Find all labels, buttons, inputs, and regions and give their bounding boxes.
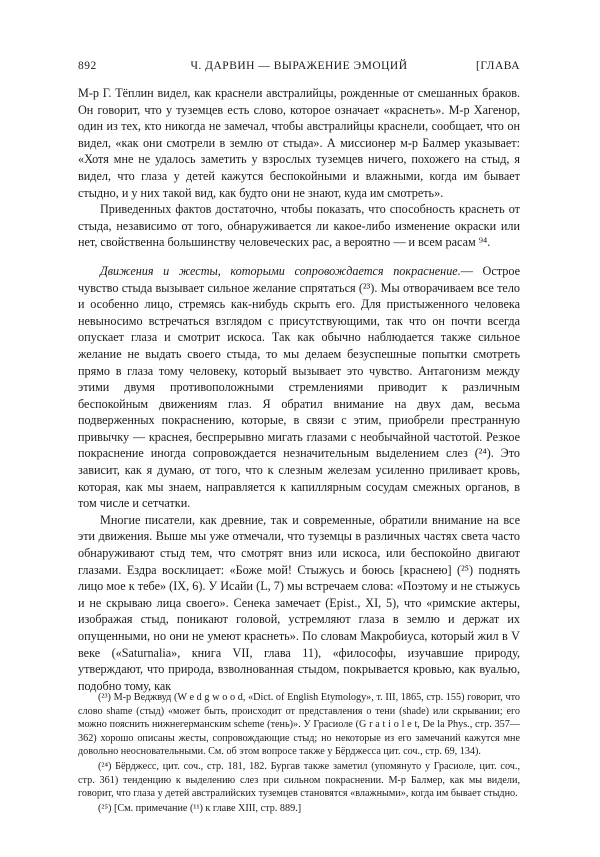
footnotes: [78, 691, 520, 816]
paragraph-4: Многие писатели, как древние, так и современные, обратили внимание на все эти движения. Выше мы уже отмечали, что туземцы в различных частях света часто обнаруживают стыд тем, что смотрят вниз или искоса, или беспокойно двигают глазами. Ездра восклицает: «Боже мой! Стыжусь и боюсь [краснею] (²⁵) поднять лицо мое к тебе» (IX, 6). У Исайи (L, 7) мы встречаем слова: «Поэтому и не стыжусь и не скрываю лица своего». Сенека замечает (Epist., XI, 5), что «римские актеры, изображая стыд, поникают головой, устремляют глаза в землю и держат их опущенными, но они не умеют краснеть». По словам Макробиуса, который жил в V веке («Saturnalia», книга VII, глава 11), «философы, изучавшие природу, утверждают, что природа, взволнованная стыдом, покрывается кровью, как вуалью, подобно тому, как: [78, 512, 520, 693]
paragraph-gap: [78, 251, 520, 263]
paragraph-1: [78, 85, 520, 201]
running-title: Ч. ДАРВИН — ВЫРАЖЕНИЕ ЭМОЦИЙ: [190, 60, 408, 72]
footnote-23: (²³) М-р Веджвуд (W e d g w o o d, «Dict. of English Etymology», т. III, 1865, стр. 155) говорит, что слово shame (стыд) «может быть, происходит от представления о тени (shade) или скрывании; его можно пояснить нижнегерманским scheme (тень)». У Грасиоле (G r a t i o l e t, De la Phys., стр. 357—362) хорошо описаны жесты, сопровождающие стыд; но некоторые из его замечаний кажутся мне довольно неосновательными. См. об этом вопросе также у Бёрджесса цит. соч., стр. 69, 134).: [78, 692, 520, 758]
page-number: 892: [78, 60, 97, 72]
paragraph-2: Приведенных фактов достаточно, чтобы показать, что способность краснеть от стыда, независимо от того, обнаруживается ли какое-либо изменение окраски или нет, свойственна большинству человеческих рас, а вероятно — и всем расам ⁹⁴.: [78, 202, 520, 250]
paragraph-3: [78, 263, 520, 512]
section-heading: Движения и жесты, которыми сопровождается покраснение.: [100, 263, 461, 278]
main-text: [78, 85, 520, 694]
footnote-25: (²⁵) [См. примечание (¹¹) к главе XIII, стр. 889.]: [98, 802, 302, 814]
paragraph-1-insert: «краснеть». М-р Хагенор, один из тех, кто никогда не замечал, чтобы: [78, 102, 520, 134]
paragraph-1-rest: австралийцы краснели, сообщает, что он видел, «как они смотрели в землю от стыда». А миссионер м-р Балмер указывает: «Хотя мне не удалось заметить у взрослых туземцев ничего, похожего на стыд, я видел, что глаза у детей кажутся беспокойными и влажными, когда им бывает стыдно, и у них такой вид, как будто они не знают, куда им смотреть».: [78, 119, 520, 200]
chapter-marker: [ГЛАВА: [476, 60, 520, 72]
footnote-24: (²⁴) Бёрджесс, цит. соч., стр. 181, 182. Бургав также заметил (упомянуто у Грасиоле, цит. соч., стр. 361) тенденцию к выделению слез при сильном покраснении. М-р Балмер, как мы видели, говорит, что глаза у детей австралийских туземцев становятся «влажными», когда им бывает стыдно.: [78, 760, 520, 800]
paragraph-1-text: М-р Г. Тёплин видел, как краснели австралийцы, рожденные от смешанных браков. Он говорит, что у туземцев есть слово, которое означает: [78, 86, 520, 117]
paragraph-3-text: — Острое чувство стыда вызывает сильное желание спрятаться (²³). Мы отворачиваем все тело и особенно лицо, стремясь как-нибудь скрыть его. Для пристыженного человека невыносимо встречаться взглядом с присутствующими, так что он почти всегда опускает глаза и смотрит искоса. Так как обычно наблюдается также сильное желание не выдать своего стыда, то мы делаем безуспешные попытки смотреть прямо в глаза тому человеку, который вызывает это чувство. Антагонизм между этими двумя противоположными стремлениями приводит к различным беспокойным движениям глаз. Я обратил внимание на двух дам, весьма подверженных покраснению, которые, в связи с этим, приобрели престранную привычку — краснея, беспрерывно мигать глазами с необычайной частотой. Резкое покраснение иногда сопровождается незначительным выделением слез (²⁴). Это зависит, как я думаю, от того, что к слезным железам усиленно приливает кровь, которая, как мы знаем, направляется к капиллярным сосудам смежных органов, в том числе и сетчатки.: [78, 263, 520, 511]
